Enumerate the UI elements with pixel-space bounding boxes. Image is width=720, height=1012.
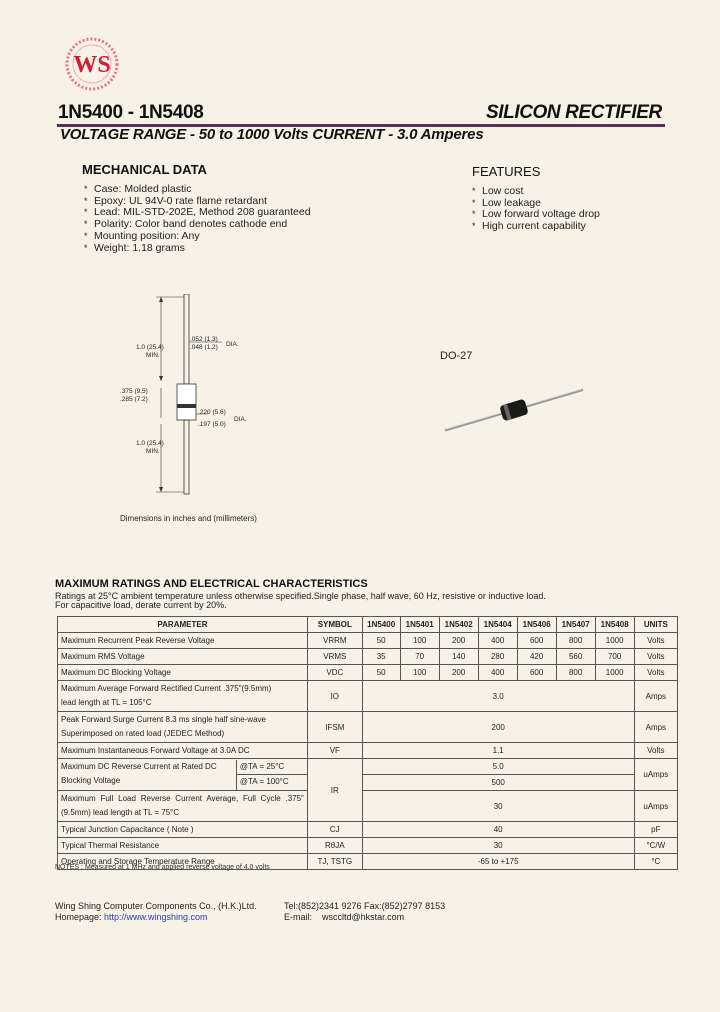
param-text	[58, 760, 236, 790]
drawing-caption: Dimensions in inches and (millimeters)	[120, 514, 257, 523]
symbol-cell: CJ	[307, 822, 362, 838]
diode-package-illustration	[440, 380, 590, 440]
param-cell	[58, 712, 308, 743]
value-cell: 420	[517, 649, 556, 665]
param-cell	[58, 681, 308, 712]
value-cell: 200	[439, 633, 478, 649]
unit-cell: Volts	[634, 743, 677, 759]
table-row	[58, 743, 678, 759]
table-row	[58, 633, 678, 649]
value-cell: 600	[517, 665, 556, 681]
ratings-title: MAXIMUM RATINGS AND ELECTRICAL CHARACTERISTICS	[55, 578, 368, 590]
list-item: * Low cost	[472, 186, 600, 198]
value-cell: 800	[556, 633, 595, 649]
footer-homepage-label: Homepage:	[55, 912, 102, 922]
param-cell: Typical Junction Capacitance ( Note )	[58, 822, 308, 838]
value-cell: 100	[400, 633, 439, 649]
condition-cell: @TA = 100°C	[239, 777, 289, 786]
value-cell: 1000	[595, 633, 634, 649]
table-row	[58, 838, 678, 854]
condition-cell: @TA = 25°C	[237, 760, 307, 776]
symbol-cell: IFSM	[307, 712, 362, 743]
table-row	[58, 712, 678, 743]
features-list	[472, 186, 600, 233]
package-name: DO-27	[440, 350, 473, 362]
value-cell: 1000	[595, 665, 634, 681]
symbol-cell: VDC	[307, 665, 362, 681]
header-cell: 1N5401	[400, 617, 439, 633]
footer-email-link[interactable]: wsccltd@hkstar.com	[322, 912, 405, 922]
symbol-cell: RθJA	[307, 838, 362, 854]
list-item: * Low leakage	[472, 198, 600, 210]
unit-cell: Amps	[634, 712, 677, 743]
dim-lead-length-1-min: MIN.	[146, 352, 160, 359]
table-header-row	[58, 617, 678, 633]
param-line: Blocking Voltage	[61, 775, 121, 785]
value-cell: 100	[400, 665, 439, 681]
unit-cell: Volts	[634, 665, 677, 681]
param-cell: Operating and Storage Temperature Range	[58, 854, 308, 870]
value-cell: 500	[362, 775, 634, 791]
mechanical-title: MECHANICAL DATA	[82, 162, 207, 177]
value-cell: 35	[362, 649, 400, 665]
header-cell: SYMBOL	[307, 617, 362, 633]
footer-homepage-link[interactable]: http://www.wingshing.com	[104, 912, 208, 922]
list-item: * Lead: MIL-STD-202E, Method 208 guaranteed	[84, 207, 311, 219]
unit-cell: Amps	[634, 681, 677, 712]
value-cell: 30	[362, 791, 634, 822]
symbol-cell: VRMS	[307, 649, 362, 665]
list-item: * Weight: 1.18 grams	[84, 243, 311, 255]
footer-company: Wing Shing Computer Components Co., (H.K.)Ltd.	[55, 901, 257, 911]
dim-lead-length-1: 1.0 (25.4)	[136, 344, 164, 351]
device-type-title: SILICON RECTIFIER	[486, 102, 662, 123]
value-cell: 400	[478, 665, 517, 681]
value-cell: 600	[517, 633, 556, 649]
value-cell: 280	[478, 649, 517, 665]
value-cell: 200	[439, 665, 478, 681]
dim-lead-length-2: 1.0 (25.4)	[136, 440, 164, 447]
list-item: * High current capability	[472, 221, 600, 233]
param-line: Maximum DC Reverse Current at Rated DC	[61, 761, 217, 771]
param-cell: Maximum Instantaneous Forward Voltage at 3.0A DC	[58, 743, 308, 759]
unit-cell: °C	[634, 854, 677, 870]
unit-cell: °C/W	[634, 838, 677, 854]
table-row	[58, 822, 678, 838]
unit-cell: uAmps	[634, 759, 677, 791]
dim-body-dia-1: .220 (5.6)	[198, 409, 226, 416]
param-cell: Maximum Recurrent Peak Reverse Voltage	[58, 633, 308, 649]
ratings-note-2: For capacitive load, derate current by 20%.	[55, 600, 227, 610]
value-cell: 30	[362, 838, 634, 854]
list-item: * Case: Molded plastic	[84, 184, 311, 196]
dim-lead-dia-1: .052 (1.3)	[190, 336, 218, 343]
dim-lead-length-2-min: MIN.	[146, 448, 160, 455]
company-logo	[56, 36, 128, 92]
condition-column	[236, 760, 307, 790]
package-outline-drawing	[130, 294, 250, 502]
dim-lead-dia-2: .048 (1.2)	[190, 344, 218, 351]
unit-cell: uAmps	[634, 791, 677, 822]
param-line: Maximum Average Forward Rectified Current .375"(9.5mm)	[61, 684, 272, 693]
header-cell: 1N5407	[556, 617, 595, 633]
value-cell: 1.1	[362, 743, 634, 759]
features-title: FEATURES	[472, 164, 541, 179]
param-cell: Maximum DC Blocking Voltage	[58, 665, 308, 681]
value-cell: 200	[362, 712, 634, 743]
header-cell: 1N5406	[517, 617, 556, 633]
param-cell: Maximum RMS Voltage	[58, 649, 308, 665]
footer-email-label: E-mail:	[284, 912, 313, 922]
value-cell: 700	[595, 649, 634, 665]
logo-text: WS	[73, 52, 111, 78]
table-row	[58, 759, 678, 775]
value-cell: 70	[400, 649, 439, 665]
param-cell: Maximum Full Load Reverse Current Average, Full Cycle .375"(9.5mm) lead length at TL = 75°C	[58, 791, 308, 822]
value-cell: 50	[362, 665, 400, 681]
footer-tel-fax: Tel:(852)2341 9276 Fax:(852)2797 8153	[284, 901, 446, 911]
header-cell: 1N5408	[595, 617, 634, 633]
header-cell: UNITS	[634, 617, 677, 633]
param-line: Peak Forward Surge Current 8.3 ms single half sine-wave	[61, 715, 266, 724]
value-cell: 40	[362, 822, 634, 838]
value-cell: 3.0	[362, 681, 634, 712]
part-range-title: 1N5400 - 1N5408	[58, 102, 204, 123]
list-item: * Polarity: Color band denotes cathode end	[84, 219, 311, 231]
header-cell: 1N5404	[478, 617, 517, 633]
value-cell: 800	[556, 665, 595, 681]
param-line: Superimposed on rated load (JEDEC Method)	[61, 729, 225, 738]
dim-body-length-1: .375 (9.5)	[120, 388, 148, 395]
symbol-cell: VRRM	[307, 633, 362, 649]
symbol-cell: TJ, TSTG	[307, 854, 362, 870]
symbol-cell: IO	[307, 681, 362, 712]
unit-cell: pF	[634, 822, 677, 838]
list-item: * Low forward voltage drop	[472, 209, 600, 221]
notes: NOTES : Measured at 1 MHz and applied reverse voltage of 4.0 volts	[55, 864, 270, 871]
header-cell: 1N5400	[362, 617, 400, 633]
symbol-cell: VF	[307, 743, 362, 759]
ratings-table	[57, 616, 678, 870]
value-cell: -65 to +175	[362, 854, 634, 870]
table-row	[58, 665, 678, 681]
value-cell: 50	[362, 633, 400, 649]
table-row	[58, 791, 678, 822]
list-item: * Epoxy: UL 94V-0 rate flame retardant	[84, 196, 311, 208]
dim-body-dia-2: .197 (5.0)	[198, 421, 226, 428]
symbol-cell: IR	[307, 759, 362, 822]
ratings-note-1: Ratings at 25°C ambient temperature unless otherwise specified.Single phase, half wave, 60 Hz, resistive or inductive load.	[55, 591, 546, 601]
unit-cell: Volts	[634, 633, 677, 649]
value-cell: 560	[556, 649, 595, 665]
mechanical-list	[84, 184, 311, 254]
param-cell: Typical Thermal Resistance	[58, 838, 308, 854]
table-row	[58, 681, 678, 712]
param-cell	[58, 759, 308, 791]
unit-cell: Volts	[634, 649, 677, 665]
list-item: * Mounting position: Any	[84, 231, 311, 243]
header-cell: PARAMETER	[58, 617, 308, 633]
table-row	[58, 649, 678, 665]
value-cell: 5.0	[362, 759, 634, 775]
header-cell: 1N5402	[439, 617, 478, 633]
dim-lead-dia-label: DIA.	[226, 341, 239, 348]
dim-body-length-2: .285 (7.2)	[120, 396, 148, 403]
value-cell: 400	[478, 633, 517, 649]
header-subtitle: VOLTAGE RANGE - 50 to 1000 Volts CURRENT - 3.0 Amperes	[60, 126, 484, 143]
param-line: lead length at TL = 105°C	[61, 698, 152, 707]
dim-body-dia-label: DIA.	[234, 416, 247, 423]
value-cell: 140	[439, 649, 478, 665]
